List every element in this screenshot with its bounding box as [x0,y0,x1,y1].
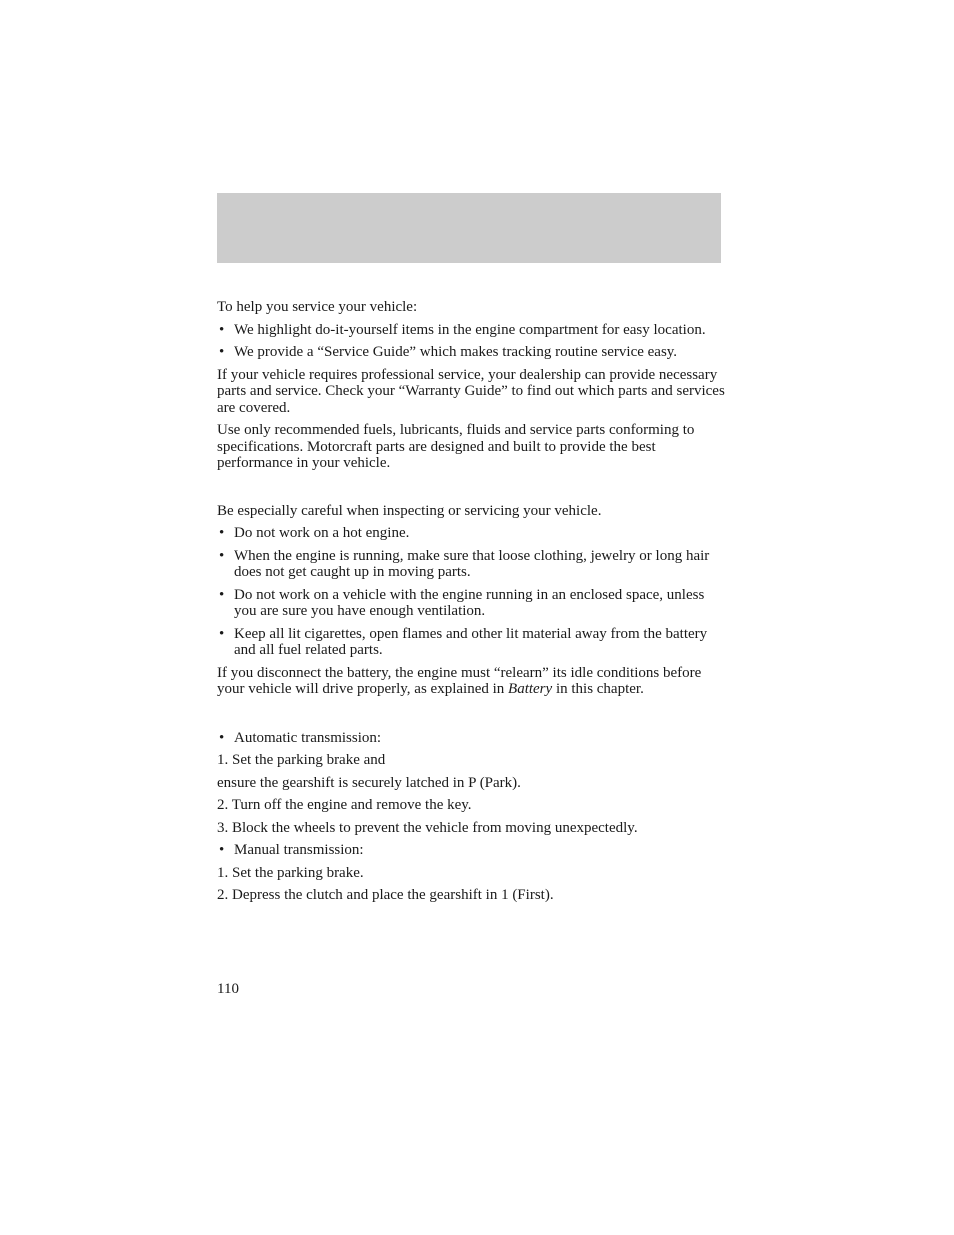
battery-paragraph-text: If you disconnect the battery, the engine must “relearn” its idle conditions before your vehicle will drive properly, as explained in [217,664,702,697]
list-item [217,525,727,542]
page-number: 110 [217,981,239,997]
list-item-text: We highlight do-it-yourself items in the engine compartment for easy location. [234,321,706,338]
step-item: 3. Block the wheels to prevent the vehicle from moving unexpectedly. [217,819,638,836]
bullet-icon: • [219,729,225,746]
bullet-icon: • [219,321,225,338]
battery-reference: Battery [508,681,553,697]
step-item: 2. Turn off the engine and remove the key. [217,797,472,813]
bullet-icon: • [219,625,225,642]
list-item-text: We provide a “Service Guide” which makes tracking routine service easy. [234,344,678,360]
step-item-continuation: ensure the gearshift is securely latched in P (Park). [217,774,521,791]
list-item-text: Do not work on a hot engine. [234,525,410,541]
list-item [217,842,727,859]
list-item [217,626,727,659]
section-spacer [217,704,727,730]
battery-relearn-paragraph [217,665,727,698]
step-item: 2. Depress the clutch and place the gearshift in 1 (First). [217,887,554,903]
bullet-icon: • [219,547,225,564]
list-item [217,344,727,361]
list-item-text: When the engine is running, make sure that loose clothing, jewelry or long hair does not get caught up in moving parts. [234,547,710,580]
professional-service-paragraph: If your vehicle requires professional service, your dealership can provide necessary parts and service. Check your “Warranty Guide” to find out which parts and services are covered. [217,366,725,416]
service-intro: To help you service your vehicle: [217,299,418,315]
bullet-icon: • [219,344,225,360]
list-item [217,548,727,581]
page-content [217,299,727,910]
bullet-icon: • [219,586,225,603]
step-item: 1. Set the parking brake. [217,864,364,881]
list-item [217,587,727,620]
list-item [217,730,727,747]
bullet-icon: • [219,525,225,541]
list-item-text: Keep all lit cigarettes, open flames and other lit material away from the battery and all fuel related parts. [234,625,708,658]
battery-paragraph-suffix: in this chapter. [552,681,644,697]
manual-transmission-label: Manual transmission: [234,842,364,858]
list-item-text: Do not work on a vehicle with the engine running in an enclosed space, unless you are sure you have enough ventilation. [234,586,705,619]
bullet-icon: • [219,842,225,858]
automatic-transmission-label: Automatic transmission: [234,729,382,746]
recommended-parts-paragraph: Use only recommended fuels, lubricants, fluids and service parts conforming to specifications. Motorcraft parts are designed and built to provide the best performance in your vehicle. [217,422,695,471]
precautions-intro: Be especially careful when inspecting or servicing your vehicle. [217,502,602,519]
section-spacer [217,478,727,503]
list-item [217,322,727,339]
step-item: 1. Set the parking brake and [217,752,386,768]
section-header-band [217,193,721,263]
